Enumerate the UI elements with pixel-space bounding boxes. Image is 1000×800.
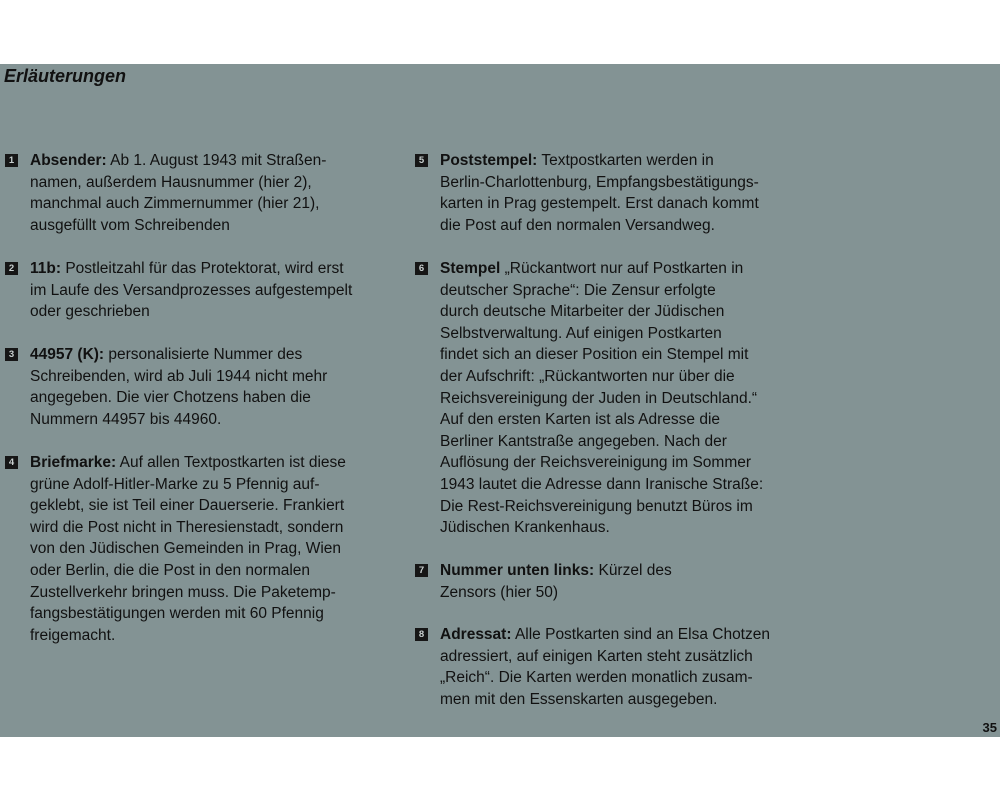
note-6	[418, 258, 764, 539]
note-label: 44957 (K):	[30, 346, 105, 363]
note-number-badge: 5	[415, 154, 428, 167]
note-3	[8, 344, 328, 430]
note-text: Ab 1. August 1943 mit Straßen- namen, außerdem Hausnummer (hier 2), manchmal auch Zimmernummer (hier 21), ausgefüllt vom Schreibenden	[30, 152, 327, 234]
note-number-badge: 3	[5, 348, 18, 361]
note-label: Nummer unten links:	[440, 562, 595, 579]
note-text: „Rückantwort nur auf Postkarten in deutscher Sprache“: Die Zensur erfolgte durch deutsche Mitarbeiter der Jüdischen Selbstverwaltung. Auf einigen Postkarten findet sich an dieser Position ein Stempel mit der Aufschrift: „Rückantworten nur über die Reichsvereinigung der Juden in Deutschland.“ Auf den ersten Karten ist als Adresse die Berliner Kantstraße angegeben. Nach der Auflösung der Reichsvereinigung im Sommer 1943 lautet die Adresse dann Iranische Straße: Die Rest-Reichsvereinigung benutzt Büros im Jüdischen Krankenhaus.	[440, 260, 764, 537]
note-label: 11b:	[30, 260, 62, 277]
note-text: Kürzel des Zensors (hier 50)	[440, 562, 672, 601]
page-number: 35	[982, 720, 997, 735]
page-title: Erläuterungen	[4, 66, 127, 86]
note-label: Briefmarke:	[30, 454, 117, 471]
note-2	[8, 258, 353, 323]
note-1	[8, 150, 327, 236]
note-8	[418, 624, 770, 710]
note-label: Stempel	[440, 260, 501, 277]
note-label: Adressat:	[440, 626, 512, 643]
note-number-badge: 7	[415, 564, 428, 577]
note-text: Alle Postkarten sind an Elsa Chotzen adressiert, auf einigen Karten steht zusätzlich „Reich“. Die Karten werden monatlich zusam- men mit den Essenskarten ausgegeben.	[440, 626, 770, 708]
note-text: personalisierte Nummer des Schreibenden, wird ab Juli 1944 nicht mehr angegeben. Die vier Chotzens haben die Nummern 44957 bis 44960.	[30, 346, 328, 428]
note-label: Absender:	[30, 152, 107, 169]
note-number-badge: 4	[5, 456, 18, 469]
note-text: Postleitzahl für das Protektorat, wird erst im Laufe des Versandprozesses aufgestempelt oder geschrieben	[30, 260, 353, 321]
note-5	[418, 150, 759, 236]
note-number-badge: 2	[5, 262, 18, 275]
note-text: Textpostkarten werden in Berlin-Charlottenburg, Empfangsbestätigungs- karten in Prag gestempelt. Erst danach kommt die Post auf den normalen Versandweg.	[440, 152, 759, 234]
explanations-panel	[0, 64, 1000, 737]
note-number-badge: 8	[415, 628, 428, 641]
note-number-badge: 1	[5, 154, 18, 167]
note-label: Poststempel:	[440, 152, 538, 169]
note-4	[8, 452, 346, 646]
note-number-badge: 6	[415, 262, 428, 275]
note-text: Auf allen Textpostkarten ist diese grüne Adolf-Hitler-Marke zu 5 Pfennig auf- geklebt, sie ist Teil einer Dauerserie. Frankiert wird die Post nicht in Theresienstadt, sondern von den Jüdischen Gemeinden in Prag, Wien oder Berlin, die die Post in den normalen Zustellverkehr bringen muss. Die Paketemp- fangsbestätigungen werden mit 60 Pfennig freigemacht.	[30, 454, 346, 644]
note-7	[418, 560, 672, 603]
